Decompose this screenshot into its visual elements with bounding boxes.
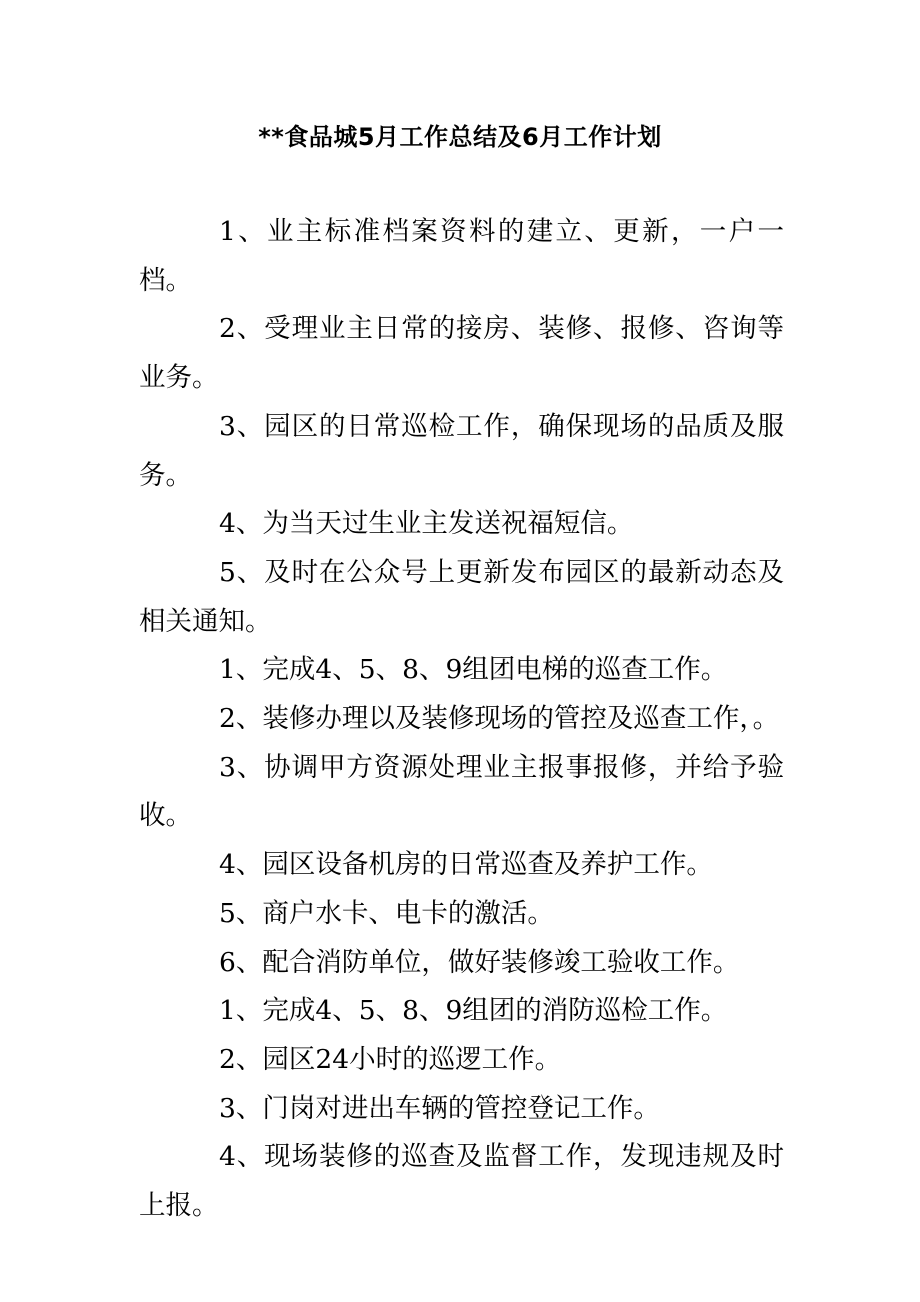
paragraph: 5、商户水卡、电卡的激活。	[219, 897, 554, 929]
paragraph: 3、园区的日常巡检工作，确保现场的品质及服务。	[139, 410, 784, 491]
document-body	[139, 208, 784, 1231]
paragraph: 4、为当天过生业主发送祝福短信。	[219, 508, 634, 540]
paragraph: 1、完成4、5、8、9组团电梯的巡查工作。	[219, 654, 728, 686]
paragraph: 5、及时在公众号上更新发布园区的最新动态及相关通知。	[139, 556, 784, 637]
paragraph: 4、现场装修的巡查及监督工作，发现违规及时上报。	[139, 1141, 784, 1222]
paragraph: 1、业主标准档案资料的建立、更新，一户一档。	[139, 216, 784, 296]
paragraph: 2、园区24小时的巡逻工作。	[219, 1043, 562, 1075]
document-title: **食品城5月工作总结及6月工作计划	[258, 123, 662, 151]
paragraph: 6、配合消防单位，做好装修竣工验收工作。	[219, 946, 740, 978]
paragraph: 2、装修办理以及装修现场的管控及巡查工作，。	[219, 703, 780, 735]
paragraph: 1、完成4、5、8、9组团的消防巡检工作。	[219, 995, 728, 1027]
paragraph: 3、协调甲方资源处理业主报事报修，并给予验收。	[139, 751, 784, 832]
paragraph: 4、园区设备机房的日常巡查及养护工作。	[219, 849, 713, 881]
paragraph: 3、门岗对进出车辆的管控登记工作。	[219, 1092, 660, 1124]
paragraph: 2、受理业主日常的接房、装修、报修、咨询等业务。	[139, 313, 784, 394]
